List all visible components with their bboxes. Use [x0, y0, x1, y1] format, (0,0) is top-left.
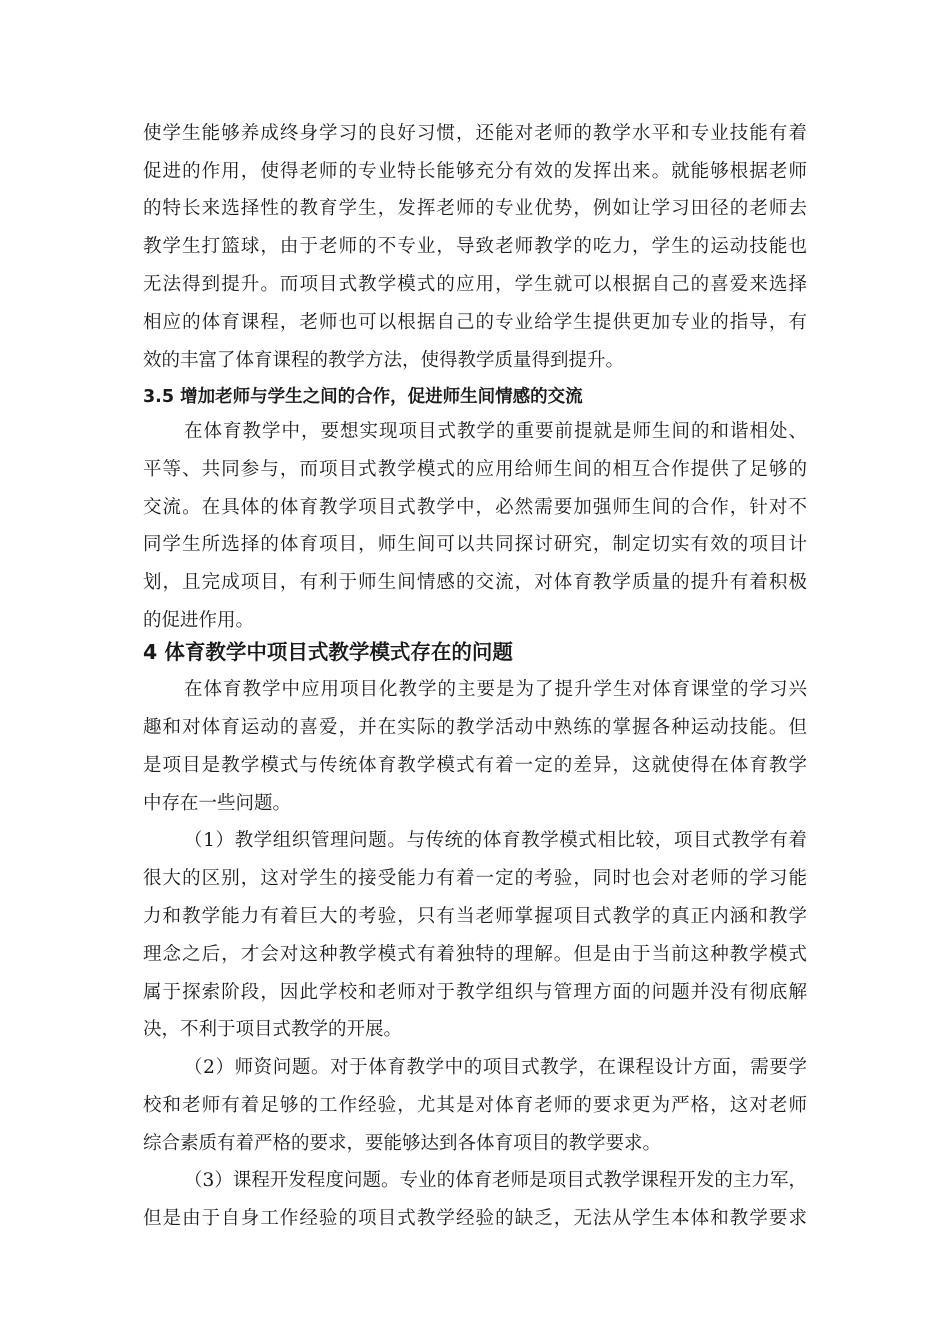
- text-line: 划，且完成项目，有利于师生间情感的交流，对体育教学质量的提升有着积极: [143, 572, 807, 593]
- text-line: 是项目是教学模式与传统体育教学模式有着一定的差异，这就使得在体育教学: [143, 755, 807, 776]
- text-line: 校和老师有着足够的工作经验，尤其是对体育老师的要求更为严格，这对老师: [143, 1095, 807, 1116]
- text-line: 理念之后，才会对这种教学模式有着独特的理解。但是由于当前这种教学模式: [143, 944, 807, 965]
- section-heading-3-5: 3.5 增加老师与学生之间的合作，促进师生间情感的交流: [143, 387, 583, 407]
- text-line: 交流。在具体的体育教学项目式教学中，必然需要加强师生间的合作，针对不: [143, 497, 807, 518]
- text-line: 的促进作用。: [143, 610, 255, 631]
- text-line: 促进的作用，使得老师的专业特长能够充分有效的发挥出来。就能够根据老师: [143, 161, 807, 182]
- text-line: 使学生能够养成终身学习的良好习惯，还能对老师的教学水平和专业技能有着: [143, 123, 807, 144]
- list-item-3-line: （3）课程开发程度问题。专业的体育老师是项目式教学课程开发的主力军，: [184, 1170, 807, 1191]
- text-line: 同学生所选择的体育项目，师生间可以共同探讨研究，制定切实有效的项目计: [143, 534, 807, 555]
- text-line: 趣和对体育运动的喜爱，并在实际的教学活动中熟练的掌握各种运动技能。但: [143, 717, 807, 738]
- text-line: 力和教学能力有着巨大的考验，只有当老师掌握项目式教学的真正内涵和教学: [143, 906, 807, 927]
- text-line: 在体育教学中应用项目化教学的主要是为了提升学生对体育课堂的学习兴: [184, 679, 807, 700]
- text-line: 效的丰富了体育课程的教学方法，使得教学质量得到提升。: [143, 350, 625, 371]
- section-heading-4: 4 体育教学中项目式教学模式存在的问题: [143, 640, 513, 664]
- text-line: 决，不利于项目式教学的开展。: [143, 1019, 403, 1040]
- text-line: 中存在一些问题。: [143, 793, 292, 814]
- text-line: 教学生打篮球，由于老师的不专业，导致老师教学的吃力，学生的运动技能也: [143, 236, 807, 257]
- list-item-2-line: （2）师资问题。对于体育教学中的项目式教学，在课程设计方面，需要学: [184, 1057, 807, 1078]
- text-line: 很大的区别，这对学生的接受能力有着一定的考验，同时也会对老师的学习能: [143, 868, 807, 889]
- list-item-1-line: （1）教学组织管理问题。与传统的体育教学模式相比较，项目式教学有着: [184, 830, 807, 851]
- text-line: 但是由于自身工作经验的项目式教学经验的缺乏，无法从学生本体和教学要求: [143, 1208, 807, 1229]
- text-line: 相应的体育课程，老师也可以根据自己的专业给学生提供更加专业的指导，有: [143, 312, 807, 333]
- text-line: 无法得到提升。而项目式教学模式的应用，学生就可以根据自己的喜爱来选择: [143, 274, 807, 295]
- text-line: 综合素质有着严格的要求，要能够达到各体育项目的教学要求。: [143, 1133, 662, 1154]
- text-line: 的特长来选择性的教育学生，发挥老师的专业优势，例如让学习田径的老师去: [143, 198, 807, 219]
- text-line: 在体育教学中，要想实现项目式教学的重要前提就是师生间的和谐相处、: [184, 421, 807, 442]
- text-line: 平等、共同参与，而项目式教学模式的应用给师生间的相互合作提供了足够的: [143, 459, 807, 480]
- text-line: 属于探索阶段，因此学校和老师对于教学组织与管理方面的问题并没有彻底解: [143, 982, 807, 1003]
